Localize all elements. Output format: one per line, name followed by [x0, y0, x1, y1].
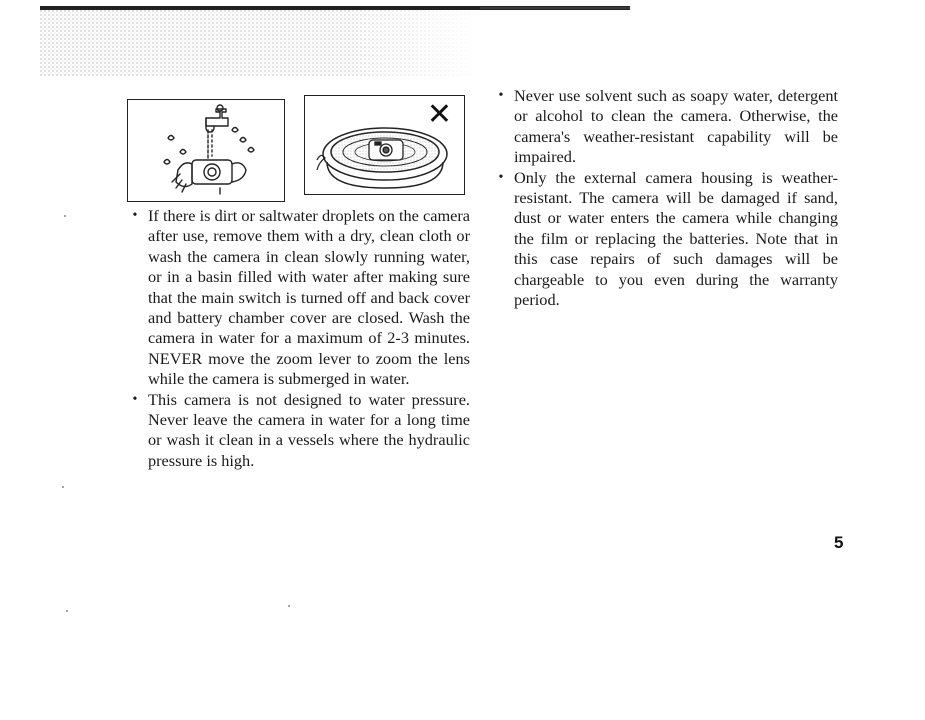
right-bullet-list	[494, 86, 838, 310]
bullet-text-water-pressure: This camera is not designed to water pressure. Never leave the camera in water for a long time or wash it clean in a vessels where the hydraulic pressure is high.	[148, 389, 470, 470]
faucet-rinse-illustration	[127, 99, 285, 202]
scan-speck	[64, 215, 66, 217]
left-bullet-list	[128, 206, 470, 471]
prohibited-x-icon: ✕	[426, 97, 452, 132]
bullet-icon: •	[498, 88, 504, 103]
bullet-text-dirt-saltwater: If there is dirt or saltwater droplets on the camera after use, remove them with a dry, clean cloth or wash the camera in clean slowly running water, or in a basin filled with water after making sure that the main switch is turned off and back cover and battery chamber cover are closed. Wash the camera in water for a maximum of 2-3 minutes. NEVER move the zoom lever to zoom the lens while the camera is submerged in water.	[148, 206, 470, 389]
left-text-column	[128, 206, 470, 471]
bullet-icon: •	[498, 169, 504, 185]
bullet-icon: •	[132, 208, 138, 223]
scan-speck	[66, 610, 68, 612]
scan-speck	[62, 486, 64, 488]
header-band	[40, 6, 630, 76]
right-text-column	[494, 86, 838, 310]
list-item	[128, 390, 470, 472]
bullet-text-housing-only: Only the external camera housing is weather-resistant. The camera will be damaged if sand, dust or water enters the camera while changing the film or replacing the batteries. Note that in this case repairs of such damages will be chargeable to you even during the warranty period.	[514, 167, 838, 310]
bullet-text-no-solvent: Never use solvent such as soapy water, detergent or alcohol to clean the camera. Otherwise, the camera's weather-resistant capability will be impaired.	[514, 86, 838, 167]
basin-prohibited-illustration	[304, 95, 465, 195]
list-item	[494, 168, 838, 311]
faucet-rinse-camera-icon	[128, 100, 284, 201]
bullet-icon: •	[132, 391, 138, 407]
page-number: 5	[834, 533, 844, 552]
list-item	[494, 86, 838, 168]
scan-speck	[288, 605, 290, 607]
list-item	[128, 206, 470, 390]
